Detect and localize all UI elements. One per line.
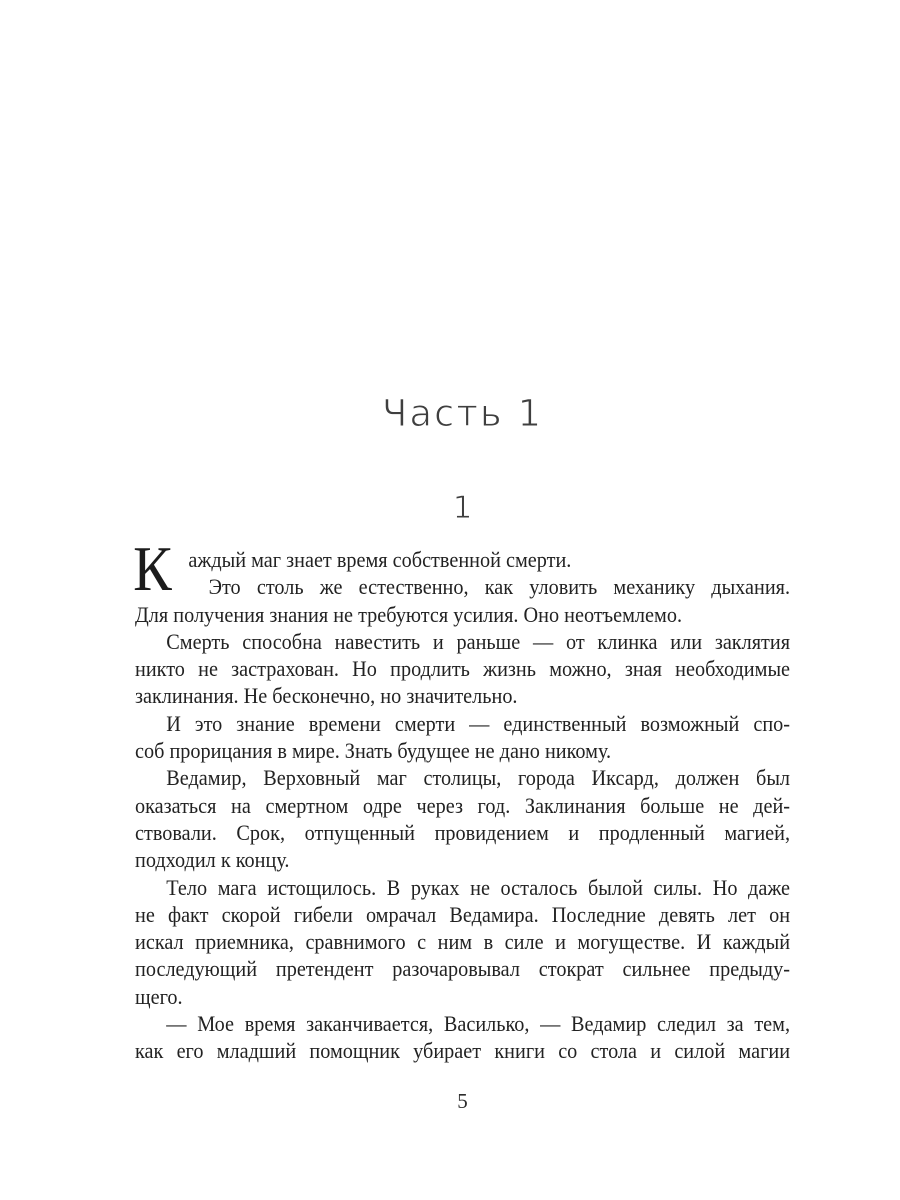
text-line: — Мое время заканчивается, Василько, — Ведамир следил за тем, — [166, 1011, 791, 1037]
text-line: Это столь же естественно, как уловить механику дыхания. — [208, 574, 791, 600]
drop-cap: К — [133, 534, 172, 604]
text-line: заклинания. Не бесконечно, но значительно. — [135, 683, 518, 709]
text-line: никто не застрахован. Но продлить жизнь можно, зная необходимые — [135, 656, 791, 682]
text-line: подходил к концу. — [135, 847, 290, 873]
text-line: оказаться на смертном одре через год. Заклинания больше не дей- — [135, 792, 791, 818]
text-line: И это знание времени смерти — единственный возможный спо- — [166, 710, 791, 736]
text-block — [133, 534, 791, 1065]
text-line: Смерть способна навестить и раньше — от клинка или заклятия — [166, 628, 791, 654]
text-line: Для получения знания не требуются усилия. Оно неотъемлемо. — [135, 601, 683, 627]
text-line: искал приемника, сравнимого с ним в силе и могуществе. И каждый — [135, 929, 791, 955]
part-title: Часть 1 — [381, 392, 544, 435]
chapter-number: 1 — [452, 490, 473, 526]
page-number: 5 — [457, 1089, 468, 1113]
text-line: соб прорицания в мире. Знать будущее не дано никому. — [135, 738, 612, 764]
text-line: как его младший помощник убирает книги со стола и силой магии — [135, 1038, 791, 1064]
text-line: Ведамир, Верховный маг столицы, города Иксард, должен был — [166, 765, 791, 791]
text-line: аждый маг знает время собственной смерти. — [188, 547, 572, 572]
text-line: последующий претендент разочаровывал стократ сильнее предыду- — [135, 956, 791, 982]
text-line: щего. — [135, 983, 183, 1009]
text-line: не факт скорой гибели омрачал Ведамира. Последние девять лет он — [135, 901, 791, 927]
text-line: Тело мага истощилось. В руках не осталось былой силы. Но даже — [166, 874, 791, 900]
text-line: ствовали. Срок, отпущенный провидением и продленный магией, — [135, 819, 791, 845]
